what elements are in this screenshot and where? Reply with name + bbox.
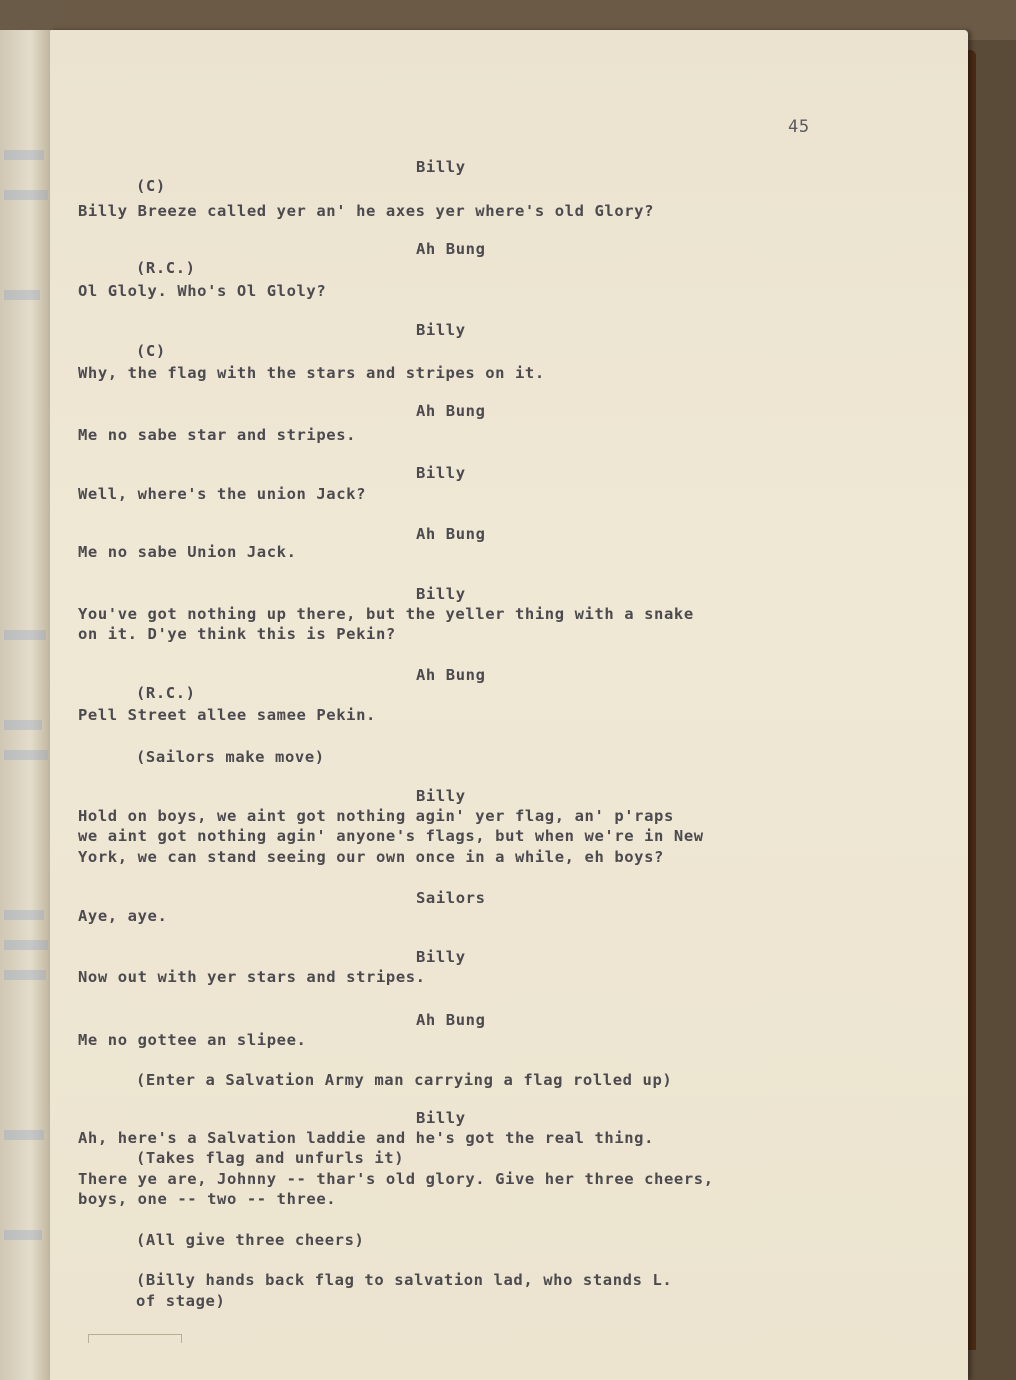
script-line: Ah Bung (416, 1011, 486, 1029)
script-line: Billy (416, 1109, 466, 1127)
script-line: Aye, aye. (78, 907, 168, 925)
bleed-through-line (4, 940, 48, 950)
previous-page-edge (0, 30, 57, 1380)
script-line: Billy Breeze called yer an' he axes yer where's old Glory? (78, 202, 655, 220)
script-line: Billy (416, 948, 466, 966)
script-line: Billy (416, 585, 466, 603)
script-line: (C) (136, 177, 166, 195)
script-line: (C) (136, 342, 166, 360)
script-line: Now out with yer stars and stripes. (78, 968, 426, 986)
script-line: Billy (416, 158, 466, 176)
bleed-through-line (4, 910, 44, 920)
bleed-through-line (4, 750, 48, 760)
bleed-through-line (4, 150, 44, 160)
script-line: Me no sabe Union Jack. (78, 543, 297, 561)
script-line: (Billy hands back flag to salvation lad, who stands L. (136, 1271, 673, 1289)
bleed-through-line (4, 1230, 42, 1240)
script-line: Ah Bung (416, 402, 486, 420)
bleed-through-line (4, 190, 48, 200)
script-line: Billy (416, 464, 466, 482)
script-line: (Sailors make move) (136, 748, 325, 766)
script-line: boys, one -- two -- three. (78, 1190, 337, 1208)
script-line: You've got nothing up there, but the yeller thing with a snake (78, 605, 694, 623)
script-line: Billy (416, 321, 466, 339)
bleed-through-line (4, 970, 46, 980)
script-line: Ah, here's a Salvation laddie and he's got the real thing. (78, 1129, 655, 1147)
script-line: Ol Gloly. Who's Ol Gloly? (78, 282, 327, 300)
script-line: Ah Bung (416, 525, 486, 543)
script-line: Billy (416, 787, 466, 805)
script-line: (R.C.) (136, 684, 196, 702)
script-line: Pell Street allee samee Pekin. (78, 706, 376, 724)
page-number: 45 (788, 117, 810, 137)
script-line: (Takes flag and unfurls it) (136, 1149, 405, 1167)
script-line: we aint got nothing agin' anyone's flags, but when we're in New (78, 827, 704, 845)
script-line: Me no sabe star and stripes. (78, 426, 357, 444)
script-line: Why, the flag with the stars and stripes on it. (78, 364, 545, 382)
bleed-through-line (4, 720, 42, 730)
script-line: Me no gottee an slipee. (78, 1031, 307, 1049)
script-line: on it. D'ye think this is Pekin? (78, 625, 396, 643)
bleed-through-line (4, 630, 46, 640)
script-line: (All give three cheers) (136, 1231, 365, 1249)
script-line: (Enter a Salvation Army man carrying a flag rolled up) (136, 1071, 673, 1089)
script-line: Sailors (416, 889, 486, 907)
script-line: Ah Bung (416, 240, 486, 258)
bleed-through-line (4, 290, 40, 300)
script-line: There ye are, Johnny -- thar's old glory. Give her three cheers, (78, 1170, 714, 1188)
page-fold-mark (88, 1334, 182, 1343)
script-line: Well, where's the union Jack? (78, 485, 367, 503)
script-line: York, we can stand seeing our own once in a while, eh boys? (78, 848, 664, 866)
script-line: Hold on boys, we aint got nothing agin' yer flag, an' p'raps (78, 807, 674, 825)
script-line: Ah Bung (416, 666, 486, 684)
script-line: (R.C.) (136, 259, 196, 277)
script-line: of stage) (136, 1292, 226, 1310)
bleed-through-line (4, 1130, 44, 1140)
